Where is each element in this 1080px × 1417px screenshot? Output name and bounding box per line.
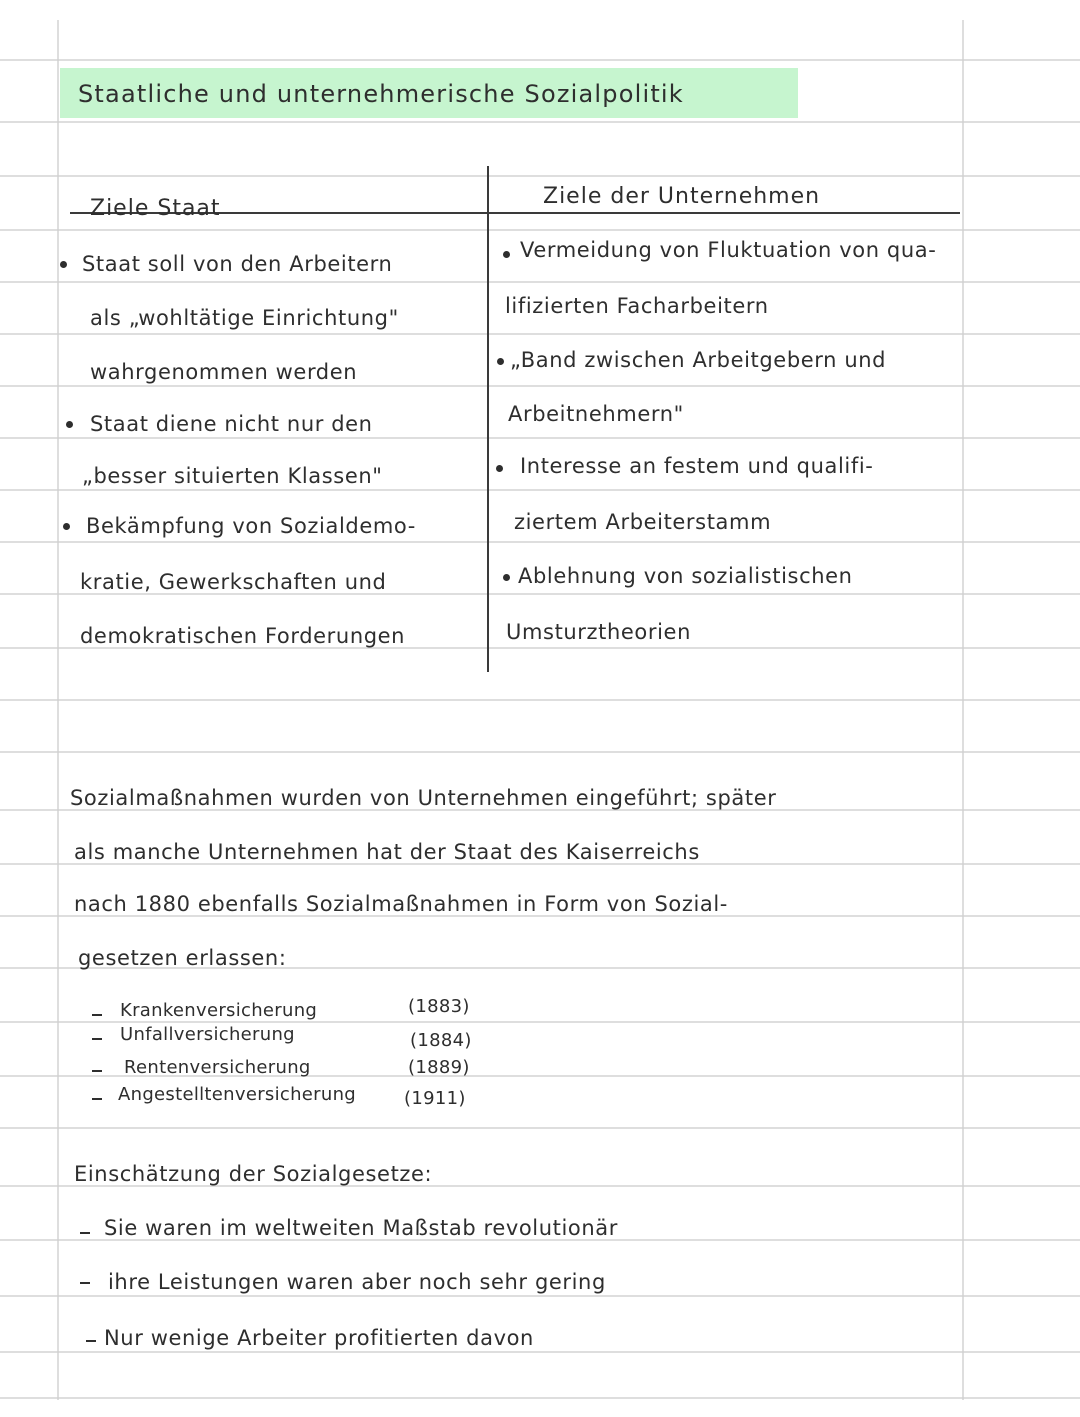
left-line-4: Staat diene nicht nur den [90,412,373,436]
law-year-4: (1911) [404,1088,466,1109]
right-line-3: „Band zwischen Arbeitgebern und [510,348,887,372]
bullet-icon [63,523,70,530]
right-line-7: Ablehnung von sozialistischen [518,564,853,588]
left-line-5: „besser situierten Klassen" [82,464,383,488]
law-name-2: Unfallversicherung [120,1024,295,1045]
bullet-icon [503,574,510,581]
right-line-8: Umsturztheorien [506,620,691,644]
left-line-7: kratie, Gewerkschaften und [80,570,387,594]
left-column-header: Ziele Staat [90,196,221,221]
law-name-1: Krankenversicherung [120,1000,318,1021]
law-year-1: (1883) [408,996,470,1017]
dash-icon [92,1070,102,1072]
right-line-4: Arbeitnehmern" [508,402,684,426]
law-year-3: (1889) [408,1057,470,1078]
paragraph-line-1: Sozialmaßnahmen wurden von Unternehmen eingeführt; später [70,786,777,810]
law-name-3: Rentenversicherung [124,1057,311,1078]
bullet-icon [60,261,67,268]
bullet-icon [496,465,503,472]
assessment-item-2: ihre Leistungen waren aber noch sehr gering [108,1270,606,1294]
bullet-icon [497,358,504,365]
dash-icon [86,1340,96,1342]
right-line-2: lifizierten Facharbeitern [505,294,769,318]
bullet-icon [503,251,510,258]
left-line-3: wahrgenommen werden [90,360,358,384]
right-column-header: Ziele der Unternehmen [543,184,821,209]
right-line-5: Interesse an festem und qualifi- [520,454,874,478]
dash-icon [92,1098,102,1100]
page-title: Staatliche und unternehmerische Sozialpolitik [78,80,684,108]
law-name-4: Angestelltenversicherung [118,1084,357,1105]
law-year-2: (1884) [410,1030,472,1051]
left-line-6: Bekämpfung von Sozialdemo- [86,514,416,538]
dash-icon [80,1232,90,1234]
paragraph-line-2: als manche Unternehmen hat der Staat des Kaiserreichs [74,840,700,864]
assessment-heading: Einschätzung der Sozialgesetze: [74,1162,433,1186]
right-line-6: ziertem Arbeiterstamm [514,510,772,534]
assessment-item-3: Nur wenige Arbeiter profitierten davon [104,1326,534,1350]
dash-icon [80,1282,90,1284]
paragraph-line-3: nach 1880 ebenfalls Sozialmaßnahmen in Form von Sozial- [74,892,728,916]
table-column-divider [487,166,489,672]
bullet-icon [66,421,73,428]
dash-icon [92,1014,102,1016]
dash-icon [92,1038,102,1040]
left-line-1: Staat soll von den Arbeitern [82,252,393,276]
right-line-1: Vermeidung von Fluktuation von qua- [520,238,937,262]
left-line-2: als „wohltätige Einrichtung" [90,306,399,330]
paragraph-line-4: gesetzen erlassen: [78,946,287,970]
assessment-item-1: Sie waren im weltweiten Maßstab revolutionär [104,1216,618,1240]
left-line-8: demokratischen Forderungen [80,624,406,648]
